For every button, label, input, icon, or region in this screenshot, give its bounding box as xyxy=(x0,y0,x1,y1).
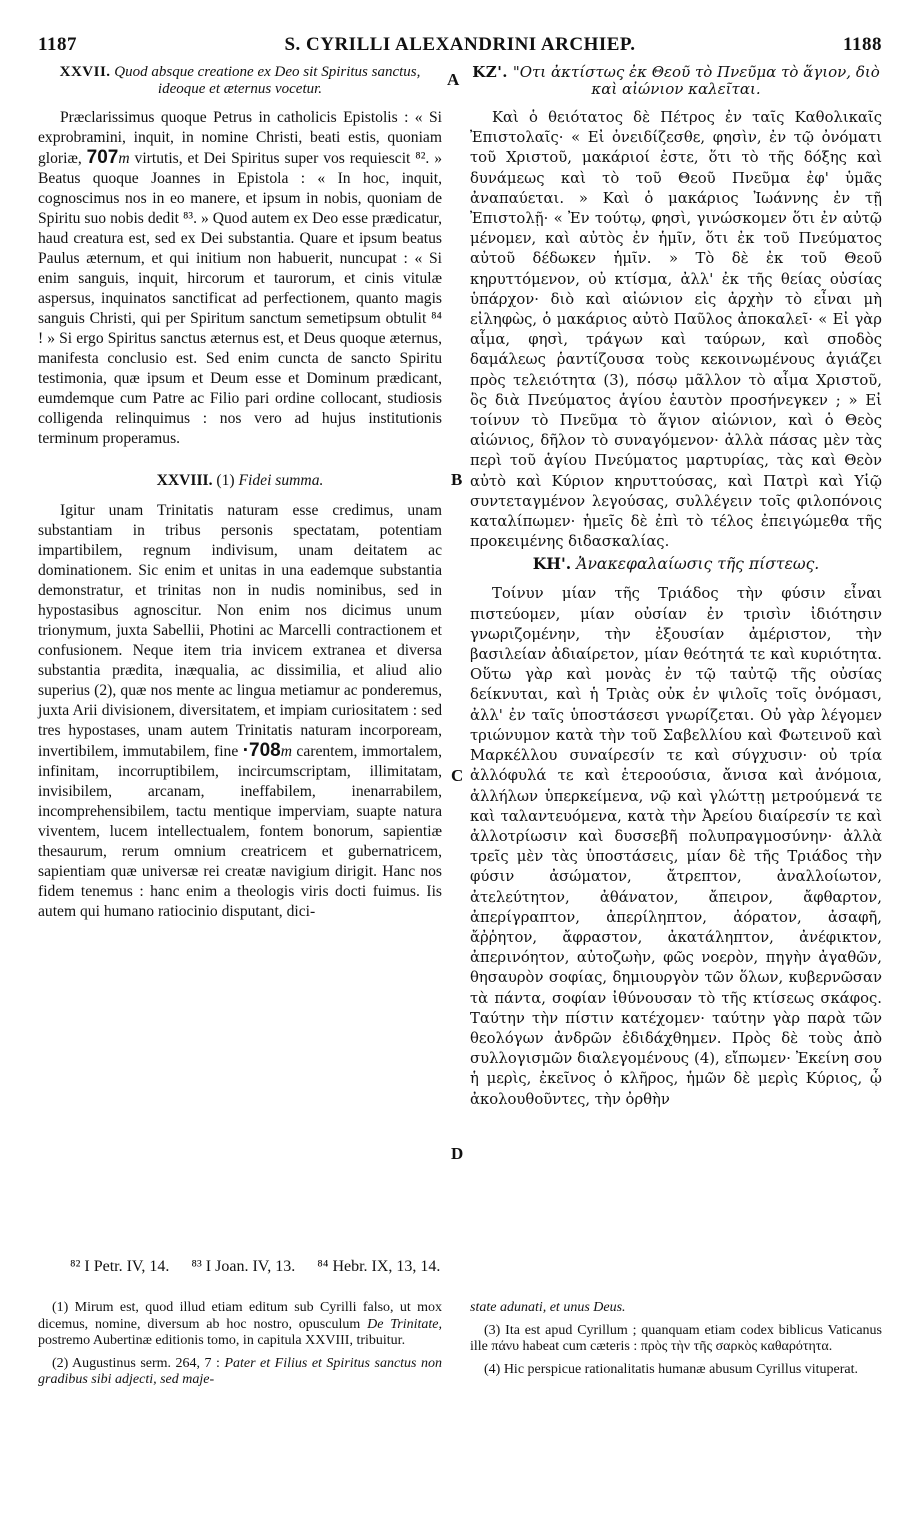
footnote-ref: (1) xyxy=(216,472,235,489)
latin-text-part: carentem, immortalem, infinitam, incorruptibilem, incircumscriptam, illimitatam, invisibilem, arcanam, ineffabilem, inenarrabilem, incomprehensibilem, tactu mentique imperviam, suapte natura viventem, lucem intellectualem, fontem bonorum, sapientiæ thesaurum, rerum omnium creatricem et gubernatricem, sapientiam quæ universæ rei creatæ navigium dirigit. Hanc nos fidem tenemus : hanc enim a theologis viris docti fuimus. Iis autem qui humano ratiocinio disputant, dici- xyxy=(38,743,442,920)
greek-chapter-28-number: KH'. xyxy=(532,554,572,574)
footnote-italic: state adunati, et unus Deus. xyxy=(470,1300,626,1315)
margin-letter-b: B xyxy=(451,470,463,489)
latin-chapter-28-text: Igitur unam Trinitatis naturam esse credimus, unam substantiam in tribus personis spectatam, potentiam impartibilem, regnum indivisum, unam deitatem ac dominationem. Sic enim et unitas in una eademque substantia demonstratur, et trinitas non in nudis nominibus, sed in hypostasibus agnoscitur. Non enim nos dicimus unum trionymum, juxta Sabellii, Photini ac Marcelli contractionem et confusionem. Neque item tria invicem extranea et diversa substantia prædita, inæqualia, ac dissimilia, et aliud alio superius (2), quæ nos mente ac lingua metiamur ac ponderemus, juxta Arii divisionem, diversitatem, et impiam curiositatem : sed tres hypostases, unam autem Trinitatis naturam incorpoream, invertibilem, immutabilem, fine ·708m carentem, immortalem, infinitam, incorruptibilem, incircumscriptam, illimitatam, invisibilem, arcanam, ineffabilem, inenarrabilem, incomprehensibilem, tactu mentique imperviam, suapte natura viventem, lucem intellectualem, fontem bonorum, sapientiæ thesaurum, rerum omnium creatricem et gubernatricem, sapientiam quæ universæ rei creatæ navigium dirigit. Hanc nos fidem tenemus : hanc enim a theologis viris docti fuimus. Iis autem qui humano ratiocinio disputant, dici- xyxy=(38,502,442,920)
latin-text-part: virtutis, et Dei Spiritus super vos requiescit ⁸². » Beatus quoque Joannes in Epistola : « In hoc, inquit, cognoscimus nos in eo manere, et ipsum in nobis, quoniam de Spiritu suo nobis dedit ⁸³. » Quod autem ex Deo esse prædicatur, haud creatura est, sed ex Dei substantia. Quare et ipsum beatus Paulus æternum, et qui initium non habuerit, nuncupat : « Si enim sanguis, inquit, hircorum et taurorum, et cinis vitulæ aspersus, inquinatos sanctificat ad perfectionem, quanto magis sanguis Christi, qui per Spiritum sanctum semetipsum obtulit ⁸⁴ ! » Si ergo Spiritus sanctus æternus est, et Deus quoque æternus, manifesta conclusio est. Sed enim cuncta de sancto Spiritu testimonia, quæ ipsum et Deum esse et Dominum prædicant, eumdemque cum Patre ac Filio pari ordine collocant, studiosis colligenda relinquimus : nos vero ad hujus institutionis terminum properamus. xyxy=(38,150,442,447)
footnote-3: (3) Ita est apud Cyrillum ; quanquam etiam codex biblicus Vaticanus ille πάνυ habeat cum cæteris : πρὸς τὴν τῆς σαρκὸς καθαρότητα. xyxy=(470,1322,882,1354)
footnote-text: (2) Augustinus serm. 264, 7 : xyxy=(52,1355,220,1371)
latin-column xyxy=(38,64,442,922)
greek-chapter-28-heading xyxy=(470,554,882,574)
reference-item: ⁸⁴ Hebr. IX, 13, 14. xyxy=(317,1258,441,1275)
column-marker-707: 707 xyxy=(86,147,119,168)
latin-chapter-27-number: XXVII. xyxy=(59,64,111,80)
latin-chapter-27-heading xyxy=(38,64,442,98)
latin-chapter-28-heading xyxy=(38,471,442,491)
greek-chapter-27-title: "Οτι ἀκτίστως ἐκ Θεοῦ τὸ Πνεῦμα τὸ ἅγιον, διὸ καὶ αἰώνιον καλεῖται. xyxy=(512,63,880,98)
footnote-italic: De Trinitate, xyxy=(367,1316,443,1332)
latin-chapter-28-number: XXVIII. xyxy=(156,472,213,489)
page-number-left: 1187 xyxy=(38,34,77,55)
footnote-2-continued xyxy=(470,1300,882,1317)
greek-chapter-27-heading xyxy=(470,64,882,98)
greek-chapter-28-text: Τοίνυν μίαν τῆς Τριάδος τὴν φύσιν εἶναι πιστεύομεν, μίαν οὐσίαν ἐν τρισὶν ἰδιότησιν γνωριζομένην, τὴν ἐξουσίαν ἀμέριστον, τὴν βασιλείαν ἀδιαίρετον, μίαν θεότητά τε καὶ κυριότητα. Οὕτω γὰρ καὶ μονὰς ἐν τῷ ταὐτῷ τῆς οὐσίας δείκνυται, καὶ ἡ Τριὰς οὐκ ἐν ψιλοῖς τοῖς ὀνόμασι, ἀλλ' ἐν ταῖς ὑποστάσεσι γνωρίζεται. Οὐ γὰρ λέγομεν τριώνυμον κατὰ τὴν τοῦ Σαβελλίου καὶ Φωτεινοῦ καὶ Μαρκέλλου συναίρεσίν τε καὶ σύγχυσιν· οὐ τρία ἀλλόφυλά τε καὶ ἑτεροούσια, ἄνισα καὶ ἀνόμοια, ἀλλήλων ὑπερκείμενα, νῷ καὶ γλώττῃ μετρούμενά τε καὶ ταλαντευόμενα, κατὰ τὴν Ἀρείου διαίρεσίν τε καὶ ἀλλοτρίωσιν καὶ δυσσεβῆ πολυπραγμοσύνην· ἀλλὰ τρεῖς μὲν τὰς ὑποστάσεις, μίαν δὲ τῆς Τριάδος τὴν φύσιν ἀσώματον, ἄτρεπτον, ἀναλλοίωτον, ἀτελεύτητον, ἀθάνατον, ἄπειρον, ἄφθαρτον, ἀπερίγραπτον, ἀπερίληπτον, ἀόρατον, ἀσαφῆ, ἄῤῥητον, ἄφραστον, ἀκατάληπτον, ἀνέφικτον, ἀπερινόητον, αὐτοζωὴν, φῶς νοερὸν, πηγὴν ἀγαθῶν, θησαυρὸν σοφίας, δημιουργὸν τῶν ὅλων, κυβερνῶσαν τὰ πάντα, σοφίαν ἰθύνουσαν τὸ τῆς κτίσεως σκάφος. Ταύτην τὴν πίστιν κατέχομεν· ταύτην γὰρ παρὰ τῶν θεολόγων ἀνδρῶν ἐδιδάχθημεν. Πρὸς δὲ τοὺς ἀπὸ συλλογισμῶν διαλεγομένους (4), εἴπωμεν· Ἐκείνη σου ἡ μερὶς, ἐκεῖνος ὁ κλῆρος, ἡμῶν δὲ μερὶς Κύριος, ᾧ ἀκολουθοῦντες, τὴν ὀρθὴν xyxy=(470,585,882,1108)
latin-chapter-27-title: Quod absque creatione ex Deo sit Spiritus sanctus, ideoque et æternus vocetur. xyxy=(114,64,421,97)
footnote-4: (4) Hic perspicue rationalitatis humanæ abusum Cyrillus vituperat. xyxy=(484,1361,859,1377)
footnote-text: postremo Aubertinæ editionis tomo, in capitula XXVIII, tribuitur. xyxy=(38,1333,406,1348)
latin-chapter-28-title: Fidei summa. xyxy=(238,472,324,489)
running-header xyxy=(38,34,882,58)
margin-letter-c: C xyxy=(451,766,464,785)
footnotes-right xyxy=(470,1300,882,1384)
latin-text-part: Præclarissimus quoque Petrus in catholicis Epistolis : « Si exprobramini, inquit, in nomine Christi, beati estis, quoniam gloriæ, xyxy=(38,109,442,167)
page-number-right: 1188 xyxy=(843,34,882,55)
running-title: S. CYRILLI ALEXANDRINI ARCHIEP. xyxy=(284,34,636,55)
greek-chapter-27-text: Καὶ ὁ θειότατος δὲ Πέτρος ἐν ταῖς Καθολικαῖς Ἐπιστολαῖς· « Εἰ ὀνειδίζεσθε, φησὶν, ἐν τῷ ὀνόματι τοῦ Χριστοῦ, μακάριοί ἐστε, ὅτι τὸ τῆς δόξης καὶ δυνάμεως καὶ τὸ τοῦ Θεοῦ Πνεῦμα ἐφ' ὑμᾶς ἀναπαύεται. » Καὶ ὁ μακάριος Ἰωάννης ἐν τῇ Ἐπιστολῇ· « Ἐν τούτῳ, φησὶ, γινώσκομεν ὅτι ἐν αὐτῷ μένομεν, καὶ αὐτὸς ἐν ἡμῖν, ὅτι ἐκ τοῦ Πνεύματος αὐτοῦ δέδωκεν ἡμῖν. » Τὸ δὲ ἐκ τοῦ Θεοῦ κηρυττόμενον, οὐ κτίσμα, ἀλλ' ἐκ τῆς θείας οὐσίας ὑπάρχον· διὸ καὶ αἰώνιον εἰς ἀρχὴν τὸ εἶναι μὴ εἰληφὼς, ὁ μακάριος αὐτὸ Παῦλος ἀποκαλεῖ· « Εἰ γὰρ αἷμα, φησὶ, τράγων καὶ ταύρων, καὶ σποδὸς δαμάλεως ῥαντίζουσα τοὺς κεκοινωμένους ἁγιάζει πρὸς τελειότητα (3), πόσῳ μᾶλλον τὸ αἷμα Χριστοῦ, ὃς διὰ Πνεύματος ἁγίου ἑαυτὸν προσήνεγκεν ; » Εἰ τοίνυν τὸ Πνεῦμα τὸ ἅγιον αἰώνιον, καὶ ὁ Θεὸς αἰώνιος, δῆλον τὸ συναγόμενον· ἀλλὰ πάσας μὲν τὰς περὶ τοῦ ἁγίου Πνεύματος μαρτυρίας, τὰς καὶ Θεὸν αὐτὸ καὶ Κύριον κηρυττούσας, καὶ Πατρὶ καὶ Υἱῷ συντεταγμένον λεγούσας, συλλέγειν τοῖς φιλοπόνοις καταλίπωμεν· ἡμεῖς δὲ ἐπὶ τὸ τέλος ἐπειγώμεθα τῆς προκειμένης διδασκαλίας. xyxy=(470,109,882,551)
latin-text-part: Igitur unam Trinitatis naturam esse credimus, unam substantiam in tribus personis spectatam, potentiam impartibilem, regnum indivisum, unam deitatem ac dominationem. Sic enim et unitas in una eademque substantia demonstratur, et trinitas non in nudis nominibus, sed in hypostasibus agnoscitur. Non enim nos dicimus unum trionymum, juxta Sabellii, Photini ac Marcelli contractionem et confusionem. Neque item tria invicem extranea et diversa substantia prædita, inæqualia, ac dissimilia, et aliud alio superius (2), quæ nos mente ac lingua metiamur ac ponderemus, juxta Arii divisionem, diversitatem, et impiam curiositatem : sed tres hypostases, unam autem Trinitatis naturam incorpoream, invertibilem, immutabilem, fine xyxy=(38,502,442,760)
column-marker-708: ·708 xyxy=(242,740,281,761)
footnote-italic: Pater et Filius et Spiritus sanctus non gradibus sibi adjecti, sed maje- xyxy=(38,1355,442,1387)
reference-item: ⁸³ I Joan. IV, 13. xyxy=(191,1258,296,1275)
reference-item: ⁸² I Petr. IV, 14. xyxy=(70,1258,170,1275)
margin-letter-a: A xyxy=(447,70,460,89)
margin-letter-d: D xyxy=(451,1144,464,1163)
greek-chapter-27-number: KZ'. xyxy=(472,63,509,81)
scripture-references xyxy=(70,1258,458,1276)
greek-column xyxy=(470,64,882,1110)
footnote-text: (1) Mirum est, quod illud etiam editum sub Cyrilli falso, ut mox dicemus, nomine, diversum ab hoc nostro, opusculum xyxy=(38,1300,442,1332)
footnote-2 xyxy=(38,1356,442,1389)
footnotes-left xyxy=(38,1300,442,1395)
footnote-1 xyxy=(38,1300,442,1350)
greek-chapter-28-title: Ἀνακεφαλαίωσις τῆς πίστεως. xyxy=(576,555,820,574)
latin-chapter-27-text: Præclarissimus quoque Petrus in catholicis Epistolis : « Si exprobramini, inquit, in nomine Christi, beati estis, quoniam gloriæ, 707m virtutis, et Dei Spiritus super vos requiescit ⁸². » Beatus quoque Joannes in Epistola : « In hoc, inquit, cognoscimus nos in eo manere, et ipsum in nobis, quoniam de Spiritu suo nobis dedit ⁸³. » Quod autem ex Deo esse prædicatur, haud creatura est, sed ex Dei substantia. Quare et ipsum beatus Paulus æternum, et qui initium non habuerit, nuncupat : « Si enim sanguis, inquit, hircorum et taurorum, et cinis vitulæ aspersus, inquinatos sanctificat ad perfectionem, quanto magis sanguis Christi, qui per Spiritum sanctum semetipsum obtulit ⁸⁴ ! » Si ergo Spiritus sanctus æternus est, et Deus quoque æternus, manifesta conclusio est. Sed enim cuncta de sancto Spiritu testimonia, quæ ipsum et Deum esse et Dominum prædicant, eumdemque cum Patre ac Filio pari ordine collocant, studiosis colligenda relinquimus : nos vero ad hujus institutionis terminum properamus. xyxy=(38,109,442,447)
